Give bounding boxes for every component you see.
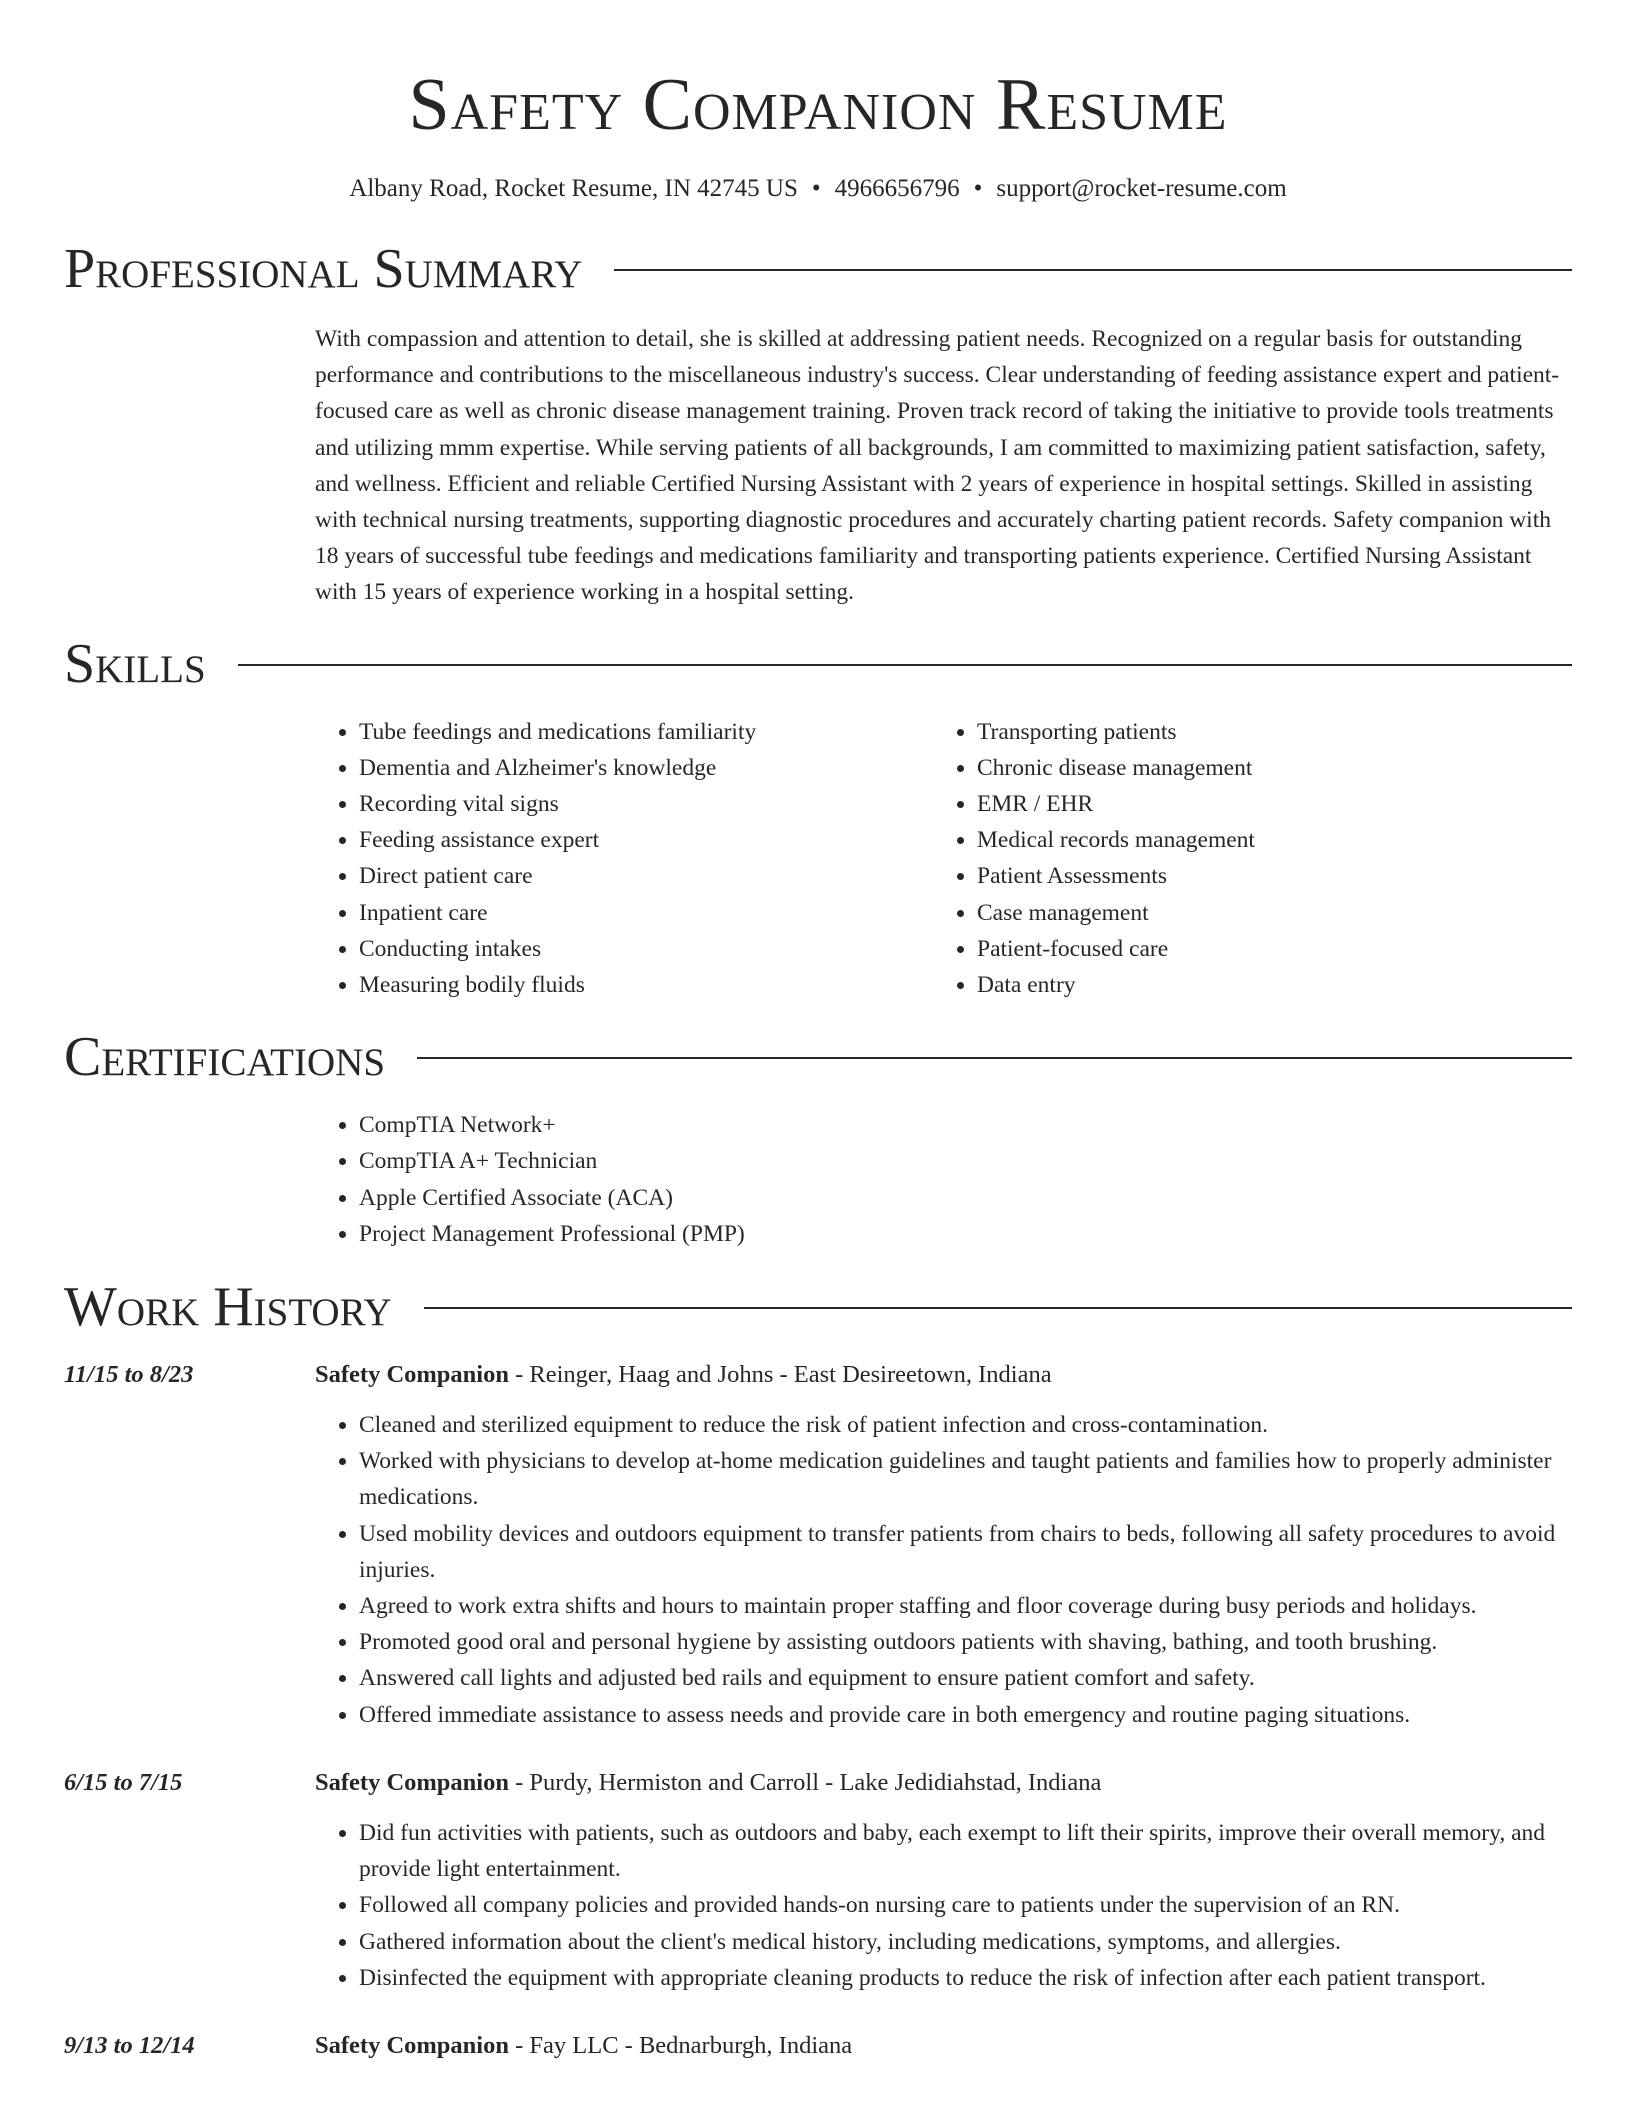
certification-item: • CompTIA Network+ [359,1107,1572,1143]
contact-address: Albany Road, Rocket Resume, IN 42745 US [349,175,798,202]
contact-separator: • [973,175,983,202]
skill-item: • Dementia and Alzheimer's knowledge [359,750,933,786]
skill-item: • Data entry [977,967,1551,1003]
skills-grid [315,714,1572,1004]
job-dates: 11/15 to 8/23 [64,1361,194,1389]
skill-item: • Direct patient care [359,858,933,894]
job-header [64,2028,1572,2064]
summary-section-header [64,237,1572,301]
contact-separator: • [811,175,821,202]
job-bullet: • Disinfected the equipment with appropriate cleaning products to reduce the risk of infection after each patient transport. [359,1960,1572,1996]
skill-item: • Case management [977,895,1551,931]
job-entry [64,1357,1572,1733]
skill-item: • Patient-focused care [977,931,1551,967]
job-entry [64,2028,1572,2064]
contact-email: support@rocket-resume.com [996,175,1287,202]
job-title: Safety Companion [315,1768,509,1796]
job-bullets [315,1407,1572,1733]
job-dates: 6/15 to 7/15 [64,1768,183,1796]
job-title-line [315,1765,1572,1801]
contact-phone: 4966656796 [834,175,960,202]
certifications-list [315,1107,1572,1252]
job-title-line [315,2028,1572,2064]
certification-item: • Apple Certified Associate (ACA) [359,1180,1572,1216]
resume-page [64,0,1572,2064]
skill-item: • Chronic disease management [977,750,1551,786]
skills-list-right [933,714,1551,1004]
job-dates: 9/13 to 12/14 [64,2031,195,2059]
work-section-title: Work History [64,1276,392,1339]
job-bullet: • Agreed to work extra shifts and hours to maintain proper staffing and floor coverage during busy periods and holidays. [359,1588,1572,1624]
section-divider [417,1057,1572,1059]
section-divider [614,269,1572,271]
skills-list-left [315,714,933,1004]
summary-section-title: Professional Summary [64,238,583,300]
job-title: Safety Companion [315,2031,509,2059]
certifications-section-title: Certifications [64,1026,386,1089]
work-section-header [64,1275,1572,1339]
job-bullets [315,1815,1572,1996]
job-title-line [315,1357,1572,1393]
job-body [315,1815,1572,1996]
job-bullet: • Worked with physicians to develop at-home medication guidelines and taught patients and families how to properly administer medications. [359,1443,1572,1515]
job-employer: - Fay LLC - Bednarburgh, Indiana [508,2031,853,2059]
job-bullet: • Did fun activities with patients, such as outdoors and baby, each exempt to lift their spirits, improve their overall memory, and provide light entertainment. [359,1815,1572,1887]
job-employer: - Reinger, Haag and Johns - East Desireetown, Indiana [508,1361,1052,1389]
skill-item: • Tube feedings and medications familiarity [359,714,933,750]
skill-item: • Inpatient care [359,895,933,931]
job-employer: - Purdy, Hermiston and Carroll - Lake Jedidiahstad, Indiana [508,1768,1102,1796]
job-bullet: • Promoted good oral and personal hygiene by assisting outdoors patients with shaving, bathing, and tooth brushing. [359,1624,1572,1660]
skill-item: • Conducting intakes [359,931,933,967]
certification-item: • CompTIA A+ Technician [359,1143,1572,1179]
job-header [64,1357,1572,1393]
skills-section-title: Skills [64,632,206,695]
skill-item: • Feeding assistance expert [359,822,933,858]
resume-name: Safety Companion Resume [408,64,1228,146]
summary-text: With compassion and attention to detail, she is skilled at addressing patient needs. Recognized on a regular basis for outstanding performance and contributions to the miscellaneous industry's success. Clear understanding of feeding assistance expert and patient-focused care as well as chronic disease management training. Proven track record of taking the initiative to provide tools treatments and utilizing mmm expertise. While serving patients of all backgrounds, I am committed to maximizing patient satisfaction, safety, and wellness. Efficient and reliable Certified Nursing Assistant with 2 years of experience in hospital settings. Skilled in assisting with technical nursing treatments, supporting diagnostic procedures and accurately charting patient records. Safety companion with 18 years of successful tube feedings and medications familiarity and transporting patients experience. Certified Nursing Assistant with 15 years of experience working in a hospital setting. [315,326,1560,606]
job-bullet: • Answered call lights and adjusted bed rails and equipment to ensure patient comfort and safety. [359,1660,1572,1696]
job-bullet: • Gathered information about the client's medical history, including medications, symptoms, and allergies. [359,1924,1572,1960]
skill-item: • Medical records management [977,822,1551,858]
job-body [315,1407,1572,1733]
skill-item: • Recording vital signs [359,786,933,822]
job-title: Safety Companion [315,1361,509,1389]
certifications-body [315,1107,1572,1252]
section-divider [238,664,1572,666]
certifications-section-header [64,1025,1572,1089]
section-divider [424,1307,1572,1309]
job-bullet: • Used mobility devices and outdoors equipment to transfer patients from chairs to beds, following all safety procedures to avoid injuries. [359,1516,1572,1588]
skill-item: • EMR / EHR [977,786,1551,822]
certification-item: • Project Management Professional (PMP) [359,1216,1572,1252]
job-header [64,1765,1572,1801]
job-bullet: • Cleaned and sterilized equipment to reduce the risk of patient infection and cross-contamination. [359,1407,1572,1443]
skills-section-header [64,632,1572,696]
skill-item: • Transporting patients [977,714,1551,750]
job-bullet: • Followed all company policies and provided hands-on nursing care to patients under the supervision of an RN. [359,1887,1572,1923]
contact-line [64,172,1572,206]
summary-body [315,321,1572,611]
job-entry [64,1765,1572,1996]
job-bullet: • Offered immediate assistance to assess needs and provide care in both emergency and routine paging situations. [359,1697,1572,1733]
skill-item: • Patient Assessments [977,858,1551,894]
skill-item: • Measuring bodily fluids [359,967,933,1003]
